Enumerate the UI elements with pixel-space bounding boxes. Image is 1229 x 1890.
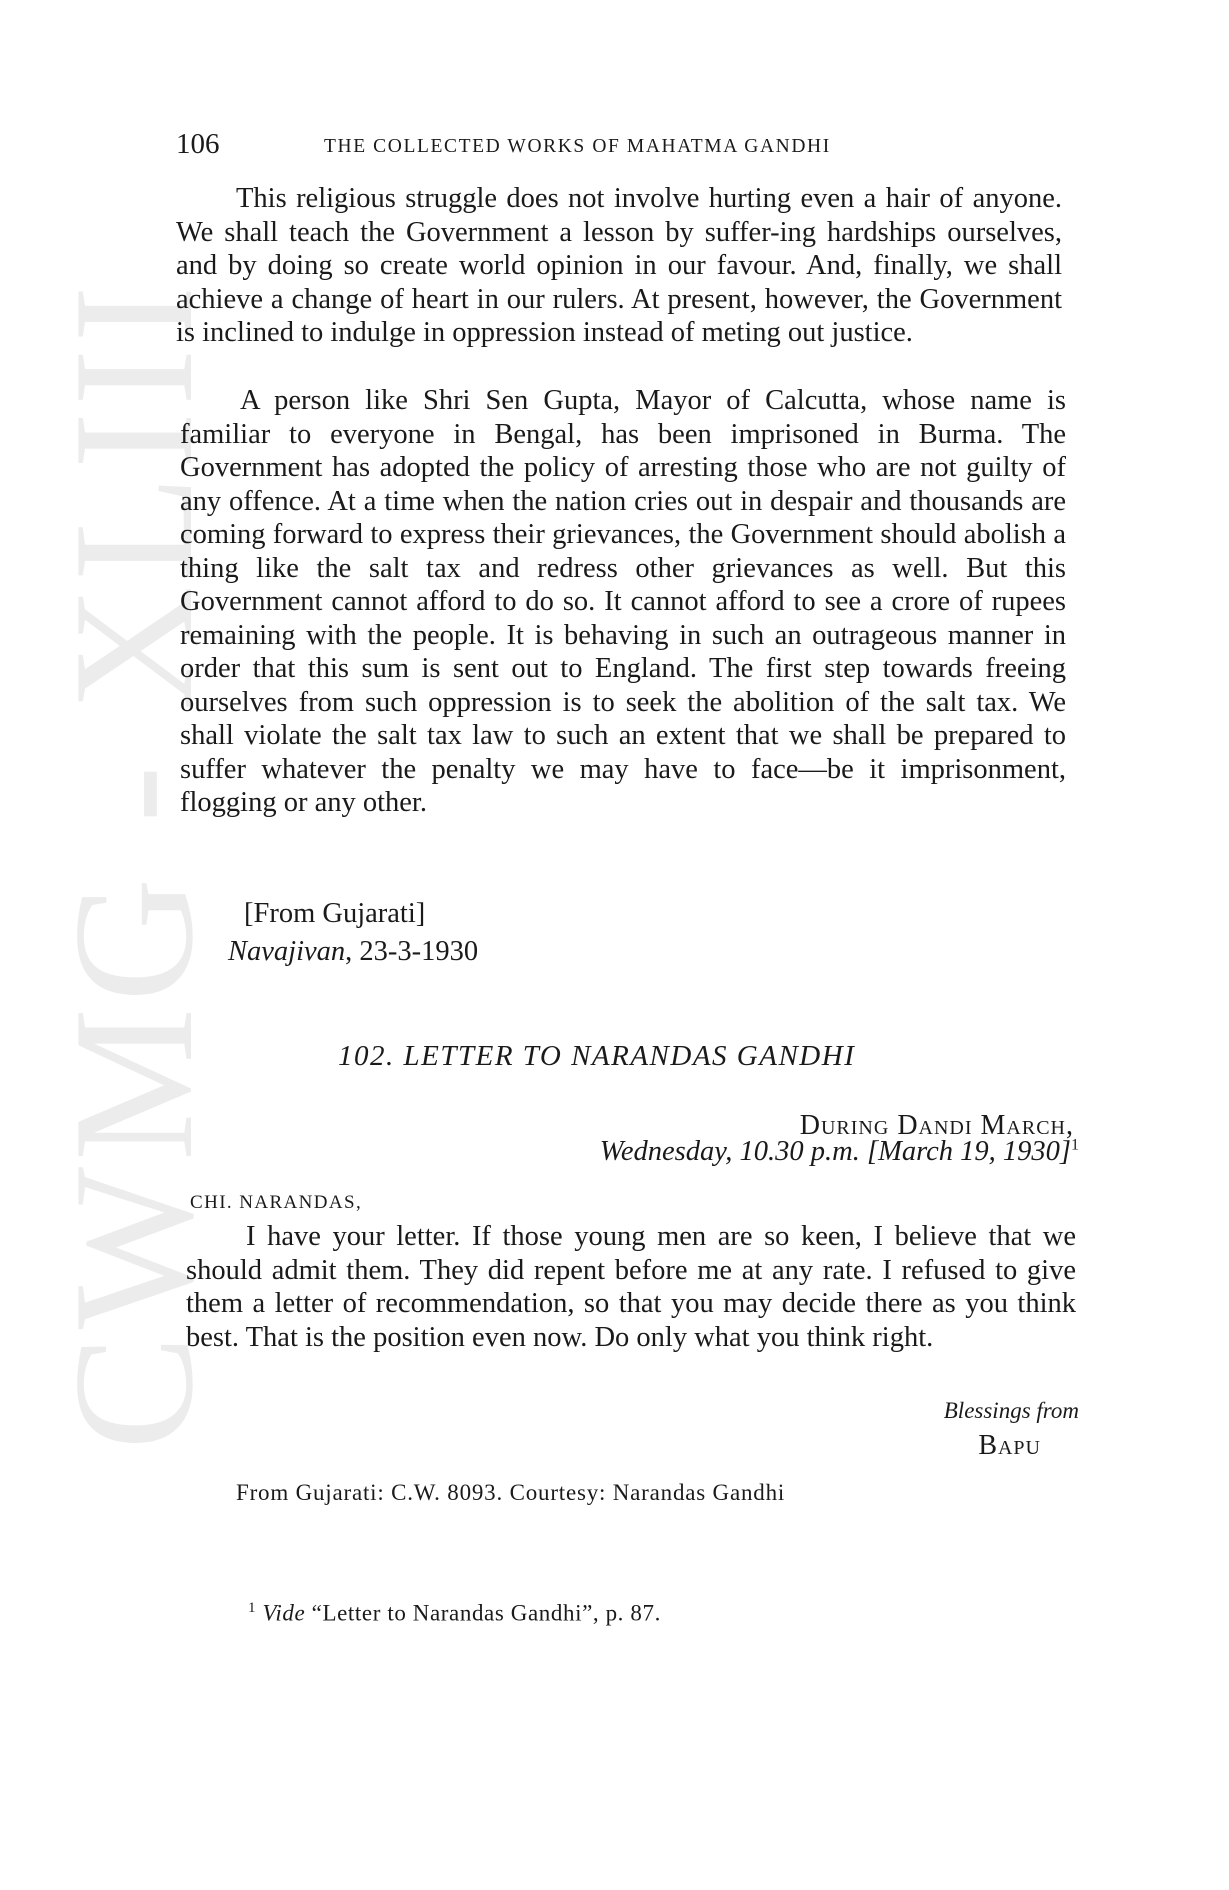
- footnote-reference: 1: [1071, 1136, 1079, 1154]
- letter-body: I have your letter. If those young men are so keen, I believe that we should admit them. They did repent before me at any rate. I refused to give them a letter of recommendation, so that you may decide there as you think best. That is the position even now. Do only what you think right.: [186, 1221, 1076, 1353]
- footnote: [248, 1600, 661, 1627]
- letter-salutation: CHI. NARANDAS,: [190, 1192, 363, 1213]
- article-paragraph-1: This religious struggle does not involve hurting even a hair of anyone. We shall teach the Government a lesson by suffer-ing hardships ourselves, and by doing so create world opinion in our favour. And, finally, we shall achieve a change of heart in our rulers. At present, however, the Government is inclined to indulge in oppression instead of meting out justice.: [176, 183, 1062, 348]
- footnote-text: “Letter to Narandas Gandhi”, p. 87.: [305, 1600, 661, 1626]
- watermark: CWMG - XLIII: [39, 279, 229, 1450]
- footnote-vide: Vide: [262, 1600, 306, 1626]
- footnote-mark: 1: [248, 1600, 257, 1616]
- letter-signature: Bapu: [978, 1430, 1041, 1461]
- letter-date: [600, 1136, 1079, 1168]
- source-publication: Navajivan: [228, 936, 346, 967]
- letter-date-text: Wednesday, 10.30 p.m. [March 19, 1930]: [599, 1136, 1071, 1167]
- page-header: [176, 128, 1076, 164]
- source-language: [From Gujarati]: [244, 898, 426, 929]
- source-date: , 23-3-1930: [345, 936, 479, 967]
- article-paragraph-2: A person like Shri Sen Gupta, Mayor of Calcutta, whose name is familiar to everyone in Bengal, has been imprisoned in Burma. The Government has adopted the policy of arresting those who are not guilty of any offence. At a time when the nation cries out in despair and thousands are coming forward to express their grievances, the Government should abolish a thing like the salt tax and redress other grievances as well. But this Government cannot afford to do so. It cannot afford to see a crore of rupees remaining with the people. It is behaving in such an outrageous manner in order that this sum is sent out to England. The first step towards freeing ourselves from such oppression is to seek the abolition of the salt tax. We shall violate the salt tax law to such an extent that we shall be prepared to suffer whatever the penalty we may have to face—be it imprisonment, flogging or any other.: [180, 385, 1066, 818]
- running-title: THE COLLECTED WORKS OF MAHATMA GANDHI: [324, 136, 831, 157]
- page-number: 106: [176, 128, 220, 160]
- letter-heading: 102. LETTER TO NARANDAS GANDHI: [338, 1040, 856, 1072]
- letter-place: During Dandi March,: [799, 1110, 1074, 1141]
- source-citation: [228, 936, 478, 968]
- letter-signoff: Blessings from: [943, 1398, 1079, 1423]
- source-credit: From Gujarati: C.W. 8093. Courtesy: Narandas Gandhi: [236, 1480, 786, 1505]
